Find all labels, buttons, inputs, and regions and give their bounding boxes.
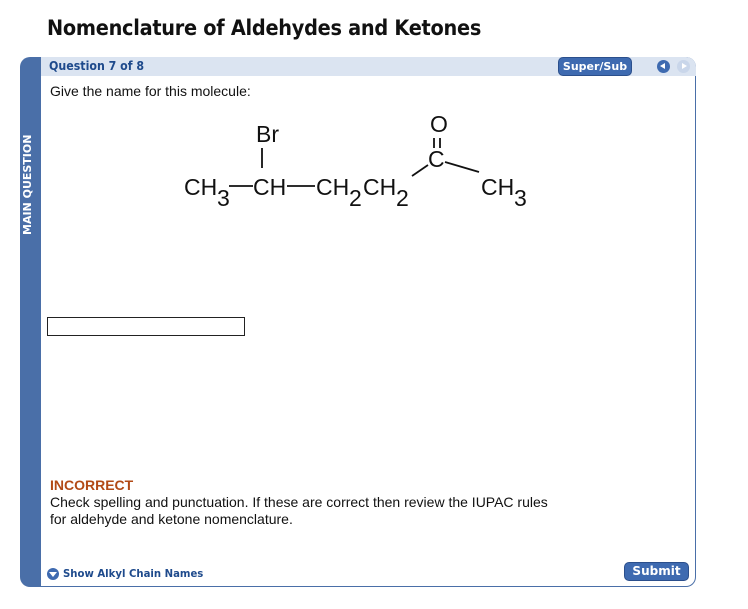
c6-subscript: 3 (514, 185, 527, 211)
carbonyl-oxygen: O (430, 111, 448, 137)
molecule-structure (170, 100, 550, 220)
c1-subscript: 3 (217, 185, 230, 211)
submit-button[interactable]: Submit (624, 562, 689, 581)
c3-subscript: 2 (349, 185, 362, 211)
bromine-atom: Br (256, 121, 279, 147)
page-title: Nomenclature of Aldehydes and Ketones (47, 16, 482, 40)
bond-c4-c5 (412, 165, 428, 176)
supersub-button[interactable]: Super/Sub (558, 57, 632, 76)
c4-subscript: 2 (396, 185, 409, 211)
next-question-icon[interactable] (677, 60, 690, 73)
show-alkyl-chain-names-link[interactable] (47, 567, 216, 580)
c4-group: CH (363, 174, 397, 200)
feedback-status: INCORRECT (50, 477, 134, 493)
c2-group: CH (253, 174, 287, 200)
carbonyl-carbon: C (428, 146, 445, 172)
question-prompt: Give the name for this molecule: (50, 83, 251, 99)
c1-group: CH (184, 174, 218, 200)
bond-c5-c6 (445, 162, 479, 172)
main-question-tab (20, 57, 42, 587)
question-counter: Question 7 of 8 (49, 59, 145, 73)
chevron-down-icon[interactable] (47, 568, 59, 580)
feedback-message: Check spelling and punctuation. If these are correct then review the IUPAC rules for aldehyde and ketone nomenclature. (50, 494, 548, 527)
c3-group: CH (316, 174, 350, 200)
c6-group: CH (481, 174, 515, 200)
answer-input[interactable] (47, 317, 245, 336)
main-question-label: MAIN QUESTION (21, 134, 34, 236)
previous-question-icon[interactable] (657, 60, 670, 73)
show-alkyl-chain-names-label[interactable]: Show Alkyl Chain Names (63, 567, 204, 580)
